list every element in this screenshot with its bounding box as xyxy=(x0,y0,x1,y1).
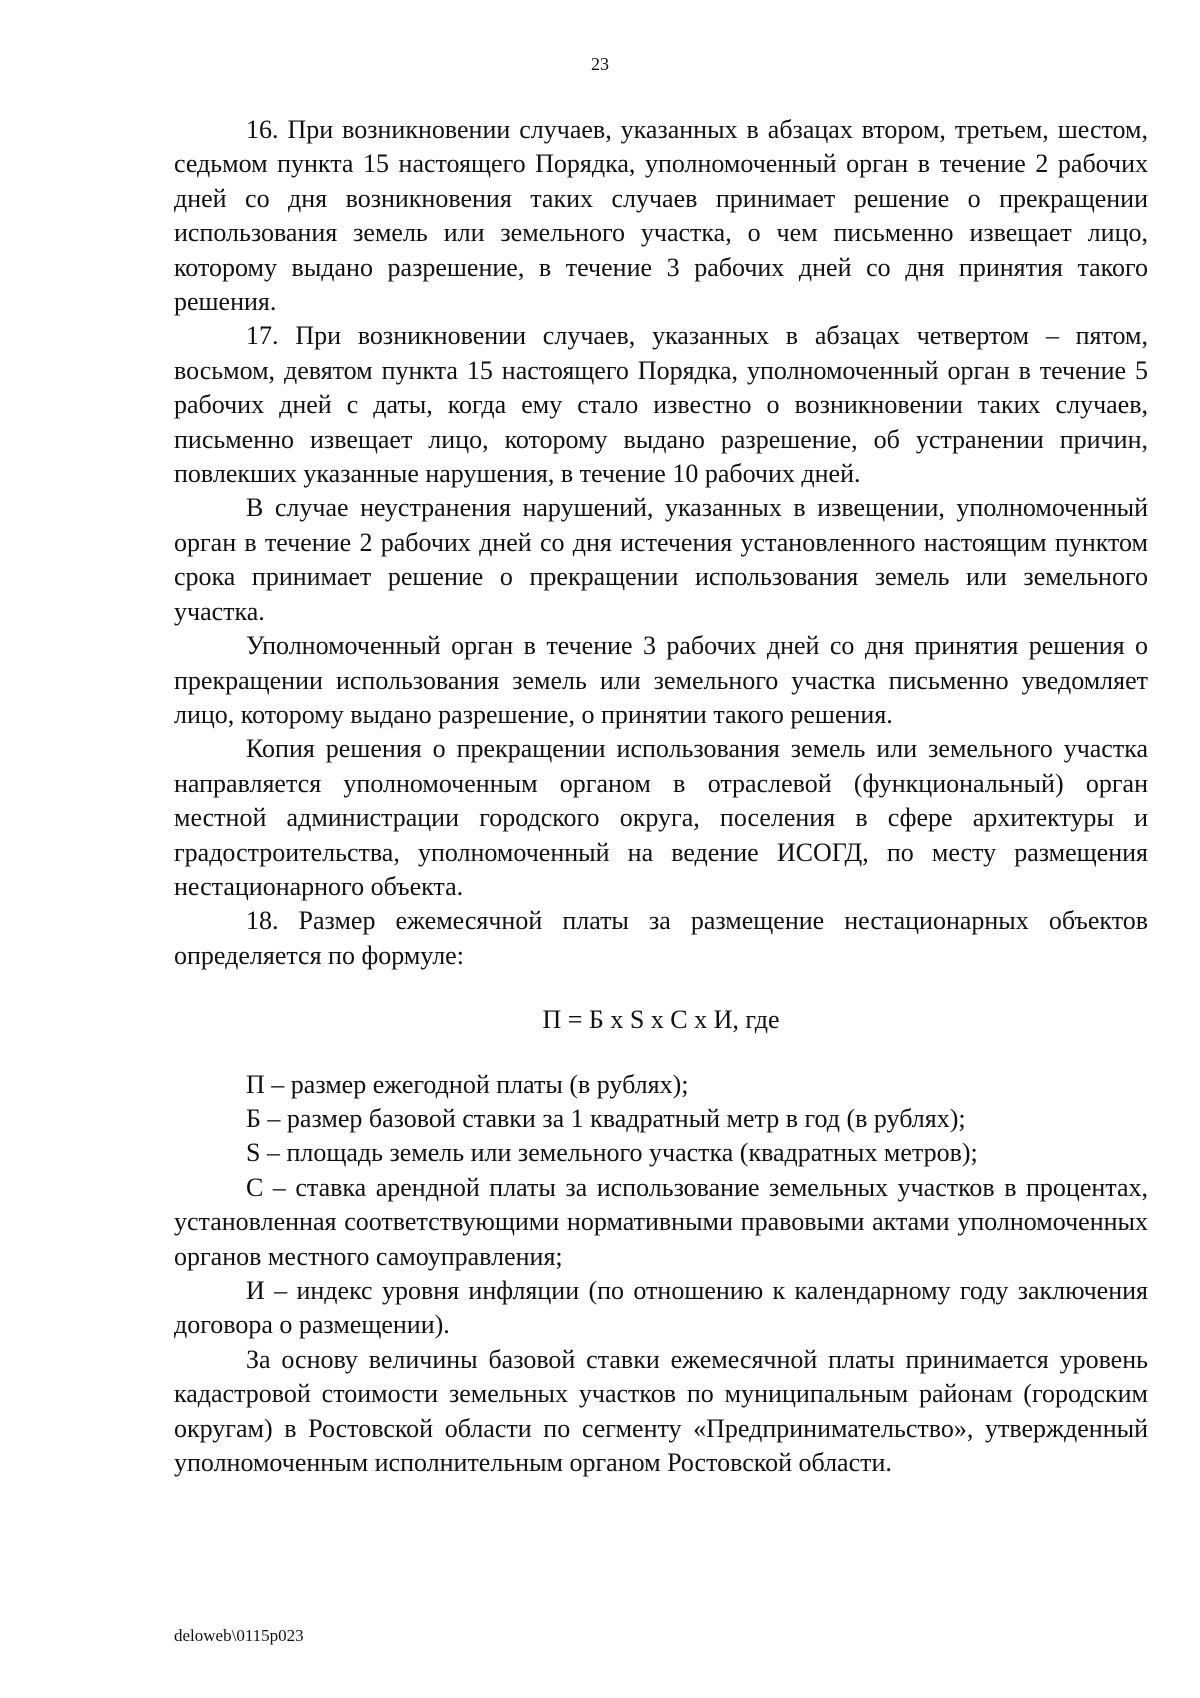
definition-i: И – индекс уровня инфляции (по отношению к календарному году заключения договора о размещении). xyxy=(174,1276,1148,1340)
page-number: 23 xyxy=(591,54,609,74)
definition-s: S – площадь земель или земельного участка (квадратных метров); xyxy=(246,1138,978,1168)
document-body xyxy=(174,113,1148,1480)
payment-formula: П = Б x S x С x И, где xyxy=(542,1005,780,1035)
paragraph-17-non-elimination: В случае неустранения нарушений, указанных в извещении, уполномоченный орган в течение 2 рабочих дней со дня истечения установленного настоящим пунктом срока принимает решение о прекращении использования земель или земельного участка. xyxy=(174,493,1148,626)
base-rate-paragraph: За основу величины базовой ставки ежемесячной платы принимается уровень кадастровой стоимости земельных участков по муниципальным районам (городским округам) в Ростовской области по сегменту «Предпринимательство», утвержденный уполномоченным исполнительным органом Ростовской области. xyxy=(174,1344,1148,1478)
paragraph-17: 17. При возникновении случаев, указанных в абзацах четвертом – пятом, восьмом, девятом пункта 15 настоящего Порядка, уполномоченный орган в течение 5 рабочих дней с даты, когда ему стало известно о возникновении таких случаев, письменно извещает лицо, которому выдано разрешение, об устранении причин, повлекших указанные нарушения, в течение 10 рабочих дней. xyxy=(174,321,1148,489)
paragraph-17-copy-of-decision: Копия решения о прекращении использования земель или земельного участка направляется уполномоченным органом в отраслевой (функциональный) орган местной администрации городского округа, поселения в сфере архитектуры и градостроительства, уполномоченный на ведение ИСОГД, по месту размещения нестационарного объекта. xyxy=(174,734,1148,901)
paragraph-17-notification: Уполномоченный орган в течение 3 рабочих дней со дня принятия решения о прекращении использования земель или земельного участка письменно уведомляет лицо, которому выдано разрешение, о принятии такого решения. xyxy=(174,631,1148,729)
paragraph-18: 18. Размер ежемесячной платы за размещение нестационарных объектов определяется по формуле: xyxy=(174,906,1148,970)
definition-c: С – ставка арендной платы за использование земельных участков в процентах, установленная соответствующими нормативными правовыми актами уполномоченных органов местного самоуправления; xyxy=(174,1172,1148,1271)
paragraph-16: 16. При возникновении случаев, указанных в абзацах втором, третьем, шестом, седьмом пункта 15 настоящего Порядка, уполномоченный орган в течение 2 рабочих дней со дня возникновения таких случаев принимает решение о прекращении использования земель или земельного участка, о чем письменно извещает лицо, которому выдано разрешение, в течение 3 рабочих дней со дня принятия такого решения. xyxy=(174,115,1148,317)
definition-b: Б – размер базовой ставки за 1 квадратный метр в год (в рублях); xyxy=(246,1103,966,1133)
document-footer-code: deloweb\0115p023 xyxy=(174,1626,304,1645)
definition-p: П – размер ежегодной платы (в рублях); xyxy=(246,1069,689,1099)
